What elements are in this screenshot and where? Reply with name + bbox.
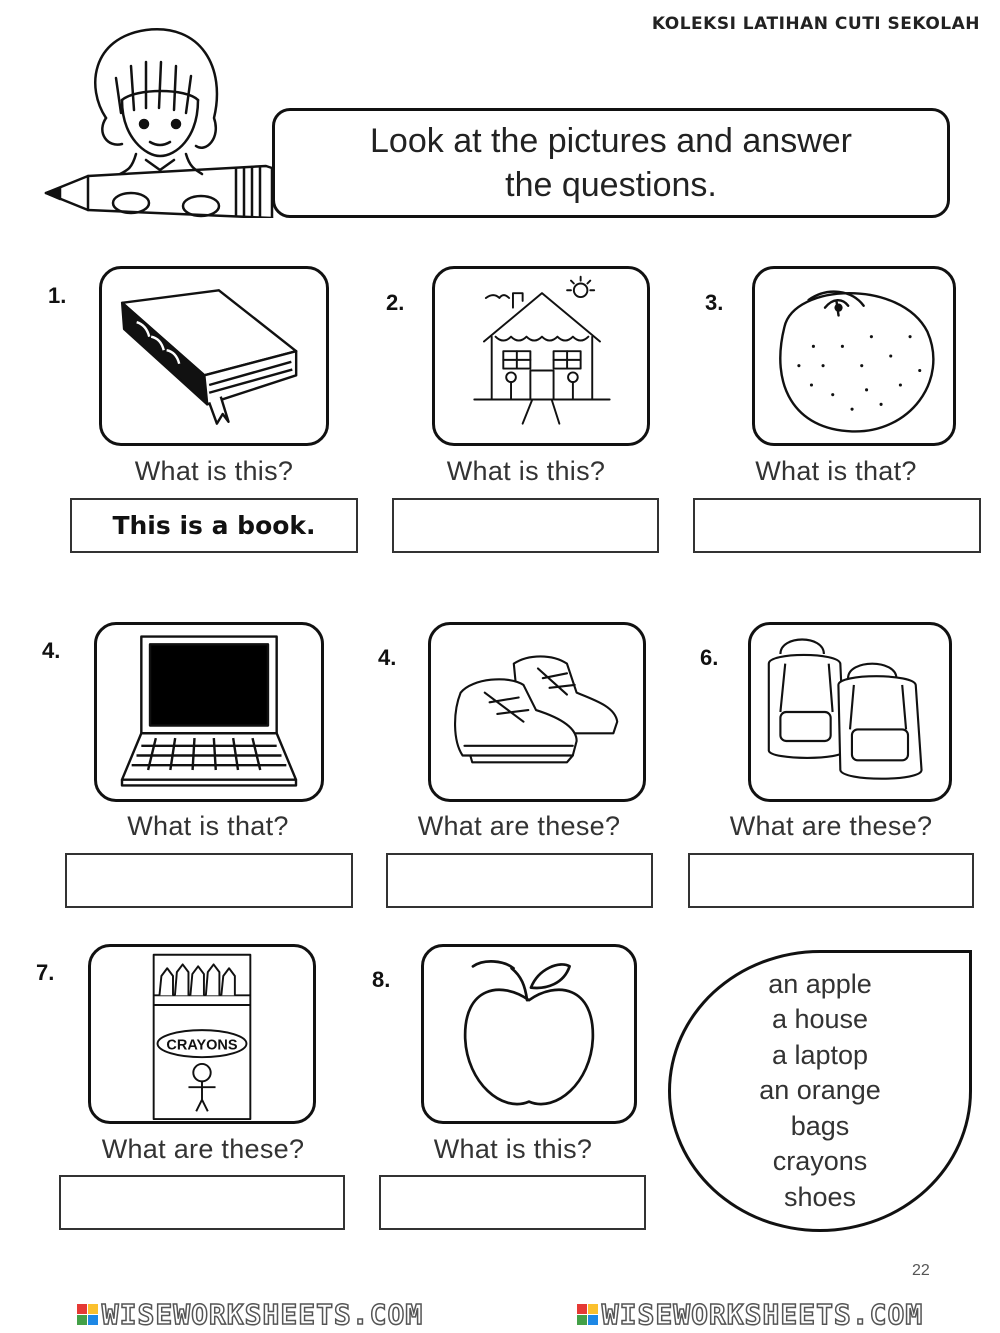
wiseworksheets-logo-icon	[577, 1304, 598, 1325]
watermark-text: WISEWORKSHEETS.COM	[101, 1298, 424, 1331]
instruction-line-2: the questions.	[505, 166, 717, 204]
picture-frame	[752, 266, 956, 446]
word-bank-item: an apple	[768, 968, 872, 999]
item-number: 3.	[705, 290, 724, 315]
picture-frame	[428, 622, 646, 802]
item-number: 7.	[36, 960, 55, 985]
bags-icon	[751, 625, 949, 799]
item-number: 8.	[372, 967, 391, 992]
item-number: 1.	[48, 283, 67, 308]
answer-box[interactable]	[65, 853, 353, 908]
picture-frame	[421, 944, 637, 1124]
question-text: What are these?	[101, 1134, 305, 1164]
answer-box[interactable]	[386, 853, 653, 908]
word-bank-item: a laptop	[771, 1039, 869, 1070]
orange-icon	[755, 269, 953, 443]
word-bank-item: bags	[790, 1110, 850, 1141]
crayons-box-label: CRAYONS	[166, 1037, 238, 1054]
answer-box[interactable]	[59, 1175, 345, 1230]
instruction-line-1: Look at the pictures and answer	[370, 122, 852, 160]
shoes-icon	[431, 625, 643, 799]
answer-box[interactable]: This is a book.	[70, 498, 358, 553]
question-text: What is this?	[433, 1134, 593, 1164]
question-text: What is this?	[446, 456, 606, 486]
footer-watermark	[0, 1296, 1000, 1333]
question-text: What is that?	[127, 811, 289, 841]
word-bank-item: crayons	[772, 1146, 868, 1177]
picture-frame	[432, 266, 650, 446]
watermark-brand	[500, 1296, 1000, 1333]
laptop-icon	[97, 625, 321, 799]
collection-title: KOLEKSI LATIHAN CUTI SEKOLAH	[651, 14, 980, 34]
question-text: What are these?	[417, 811, 621, 841]
crayons-icon	[91, 947, 313, 1121]
girl-pencil-illustration	[36, 18, 286, 218]
apple-icon	[424, 947, 634, 1121]
item-number: 4.	[378, 645, 397, 670]
answer-box[interactable]	[379, 1175, 646, 1230]
answer-box[interactable]	[392, 498, 659, 553]
question-text: What is that?	[755, 456, 917, 486]
item-number: 2.	[386, 290, 405, 315]
book-icon	[102, 269, 326, 443]
question-text: What are these?	[729, 811, 933, 841]
wiseworksheets-logo-icon	[77, 1304, 98, 1325]
item-number: 6.	[700, 645, 719, 670]
word-bank-item: a house	[771, 1004, 869, 1035]
page-number: 22	[912, 1262, 930, 1279]
answer-box[interactable]	[693, 498, 981, 553]
watermark-brand	[0, 1296, 500, 1333]
word-bank-item: an orange	[759, 1075, 881, 1106]
picture-frame	[748, 622, 952, 802]
item-number: 4.	[42, 638, 61, 663]
answer-box[interactable]	[688, 853, 974, 908]
picture-frame	[99, 266, 329, 446]
word-bank	[668, 950, 972, 1232]
house-icon	[435, 269, 647, 443]
picture-frame	[88, 944, 316, 1124]
word-bank-item: shoes	[783, 1181, 857, 1212]
watermark-text: WISEWORKSHEETS.COM	[601, 1298, 924, 1331]
instruction-box	[272, 108, 950, 218]
picture-frame	[94, 622, 324, 802]
question-text: What is this?	[134, 456, 294, 486]
